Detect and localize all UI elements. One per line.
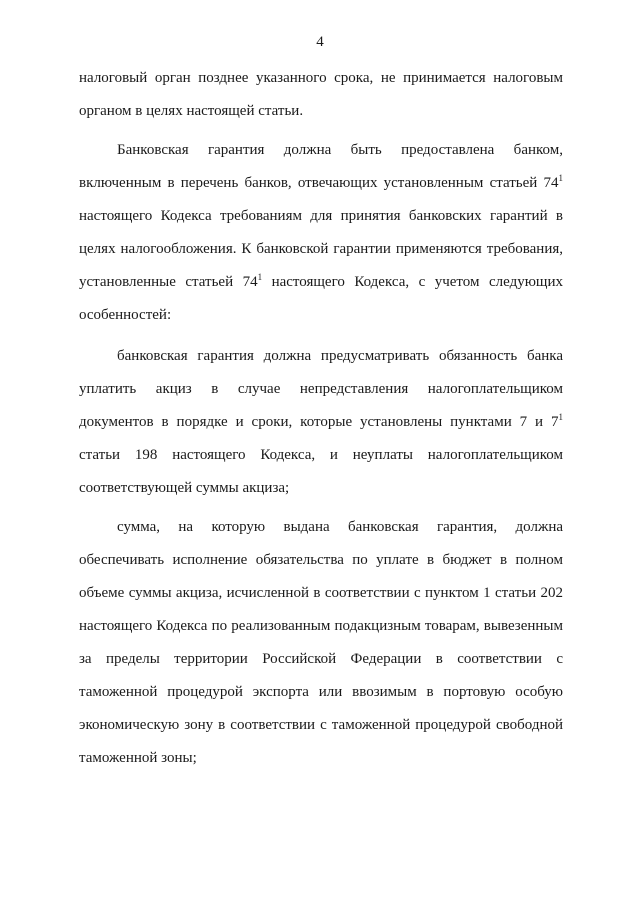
text-line: статьи 198 настоящего Кодекса, и неуплаты налогоплательщиком bbox=[79, 447, 563, 463]
text-line: настоящего Кодекса по реализованным подакцизным товарам, вывезенным bbox=[79, 618, 563, 634]
text-line: целях налогообложения. К банковской гарантии применяются требования, bbox=[79, 241, 563, 257]
superscript: 1 bbox=[558, 412, 563, 422]
text-line: сумма, на которую выдана банковская гарантия, должна bbox=[117, 519, 563, 535]
text-line: таможенной процедурой экспорта или ввозимым в портовую особую bbox=[79, 684, 563, 700]
superscript: 1 bbox=[257, 272, 263, 282]
text-line bbox=[79, 167, 563, 200]
text-segment: документов в порядке и сроки, которые установлены пунктами 7 и 7 bbox=[79, 414, 559, 430]
text-segment: настоящего Кодекса, с учетом следующих bbox=[262, 274, 563, 290]
text-line: банковская гарантия должна предусматривать обязанность банка bbox=[117, 348, 563, 364]
text-line: объеме суммы акциза, исчисленной в соответствии с пунктом 1 статьи 202 bbox=[79, 585, 563, 601]
text-line: уплатить акциз в случае непредставления налогоплательщиком bbox=[79, 381, 563, 397]
superscript: 1 bbox=[558, 173, 563, 183]
text-line: таможенной зоны; bbox=[79, 750, 197, 766]
text-line: обеспечивать исполнение обязательства по уплате в бюджет в полном bbox=[79, 552, 563, 568]
text-line: экономическую зону в соответствии с таможенной процедурой свободной bbox=[79, 717, 563, 733]
text-segment: установленные статьей 74 bbox=[79, 274, 258, 290]
paragraph-guarantee-amount bbox=[79, 511, 563, 775]
text-line: настоящего Кодекса требованиям для принятия банковских гарантий в bbox=[79, 208, 563, 224]
text-line bbox=[79, 406, 563, 439]
text-line: соответствующей суммы акциза; bbox=[79, 480, 290, 496]
paragraph-bank-guarantee bbox=[79, 134, 563, 332]
text-line: за пределы территории Российской Федерации в соответствии с bbox=[79, 651, 563, 667]
text-line: налоговый орган позднее указанного срока, не принимается налоговым bbox=[79, 70, 563, 86]
text-segment: включенным в перечень банков, отвечающих установленным статьей 74 bbox=[79, 175, 559, 191]
text-line: особенностей: bbox=[79, 307, 172, 323]
text-line: органом в целях настоящей статьи. bbox=[79, 103, 304, 119]
page-number: 4 bbox=[316, 34, 324, 50]
paragraph-bank-obligation bbox=[79, 340, 563, 505]
text-line: Банковская гарантия должна быть предоставлена банком, bbox=[117, 142, 563, 158]
paragraph-continuation bbox=[79, 62, 563, 128]
text-line bbox=[79, 266, 563, 299]
